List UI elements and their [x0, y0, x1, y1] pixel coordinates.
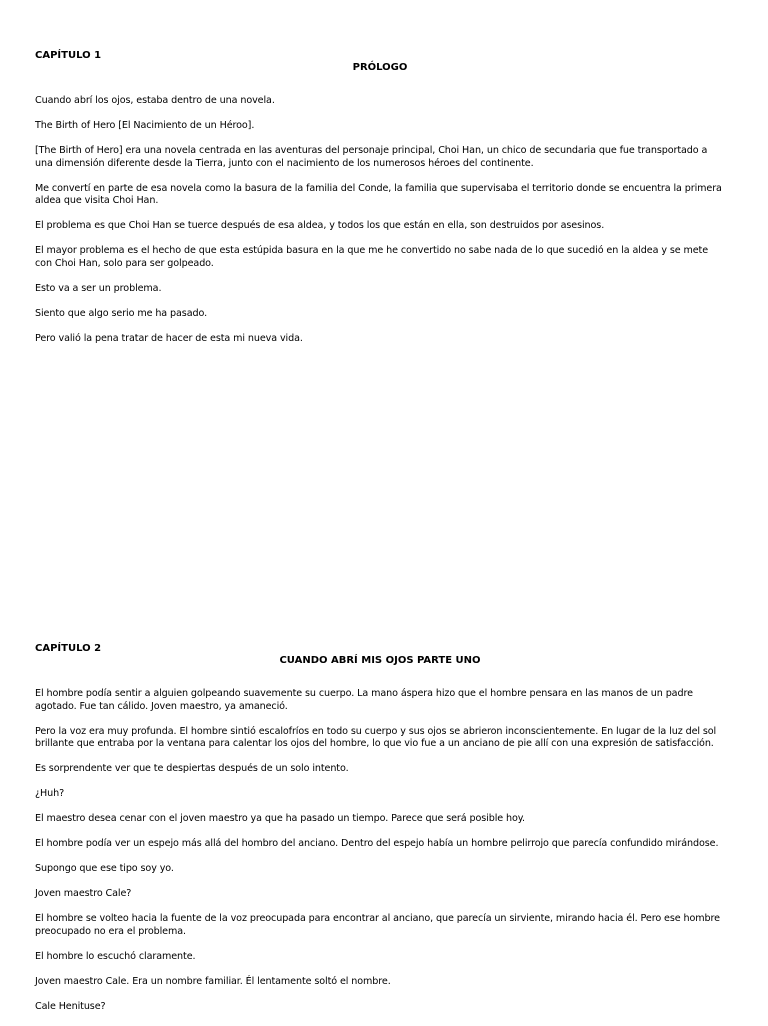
paragraph: Siento que algo serio me ha pasado.	[35, 307, 208, 319]
chapter-label: CAPÍTULO 1	[35, 50, 102, 61]
paragraph: El hombre podía ver un espejo más allá del hombro del anciano. Dentro del espejo había un hombre pelirrojo que parecía confundido mirándose.	[35, 838, 719, 849]
paragraph: Joven maestro Cale. Era un nombre familiar. Él lentamente soltó el nombre.	[35, 975, 391, 987]
paragraph: El hombre lo escuchó claramente.	[35, 950, 196, 962]
paragraph: El mayor problema es el hecho de que esta estúpida basura en la que me he convertido no sabe nada de lo que sucedió en la aldea y se mete con Choi Han, solo para ser golpeado.	[35, 245, 709, 269]
paragraph: The Birth of Hero [El Nacimiento de un Héroo].	[35, 120, 255, 131]
chapter-label: CAPÍTULO 2	[35, 643, 102, 654]
paragraph: El maestro desea cenar con el joven maestro ya que ha pasado un tiempo. Parece que será posible hoy.	[35, 813, 525, 824]
chapter-title: CUANDO ABRÍ MIS OJOS PARTE UNO	[279, 655, 481, 666]
chapter-title: PRÓLOGO	[352, 62, 408, 73]
paragraph: ¿Huh?	[35, 788, 65, 799]
paragraph: Cale Henituse?	[35, 1000, 106, 1012]
chapter-body	[35, 688, 725, 1013]
paragraph: Cuando abrí los ojos, estaba dentro de una novela.	[35, 95, 275, 106]
paragraph: Supongo que ese tipo soy yo.	[35, 863, 174, 874]
paragraph: Es sorprendente ver que te despiertas después de un solo intento.	[35, 763, 349, 774]
chapter-2	[35, 643, 725, 1026]
chapter-1	[35, 50, 725, 358]
paragraph: El hombre se volteo hacia la fuente de la voz preocupada para encontrar al anciano, que parecía un sirviente, mirando hacia él. Pero ese hombre preocupado no era el problema.	[35, 913, 720, 937]
paragraph: Joven maestro Cale?	[35, 888, 132, 899]
chapter-body	[35, 95, 725, 345]
paragraph: Me convertí en parte de esa novela como la basura de la familia del Conde, la familia que supervisaba el territorio donde se encuentra la primera aldea que visita Choi Han.	[35, 182, 722, 206]
paragraph: El hombre podía sentir a alguien golpeando suavemente su cuerpo. La mano áspera hizo que el hombre pensara en las manos de un padre agotado. Fue tan cálido. Joven maestro, ya amaneció.	[35, 688, 693, 712]
paragraph: Pero valió la pena tratar de hacer de esta mi nueva vida.	[35, 332, 303, 344]
paragraph: [The Birth of Hero] era una novela centrada en las aventuras del personaje principal, Choi Han, un chico de secundaria que fue transportado a una dimensión diferente desde la Tierra, junto con el nacimiento de los numerosos héroes del continente.	[35, 145, 708, 169]
paragraph: Pero la voz era muy profunda. El hombre sintió escalofríos en todo su cuerpo y sus ojos se abrieron inconscientemente. En lugar de la luz del sol brillante que entraba por la ventana para calentar los ojos del hombre, lo que vio fue a un anciano de pie allí con una expresión de satisfacción.	[35, 725, 717, 749]
paragraph: El problema es que Choi Han se tuerce después de esa aldea, y todos los que están en ella, son destruidos por asesinos.	[35, 220, 605, 231]
paragraph: Esto va a ser un problema.	[35, 282, 162, 294]
